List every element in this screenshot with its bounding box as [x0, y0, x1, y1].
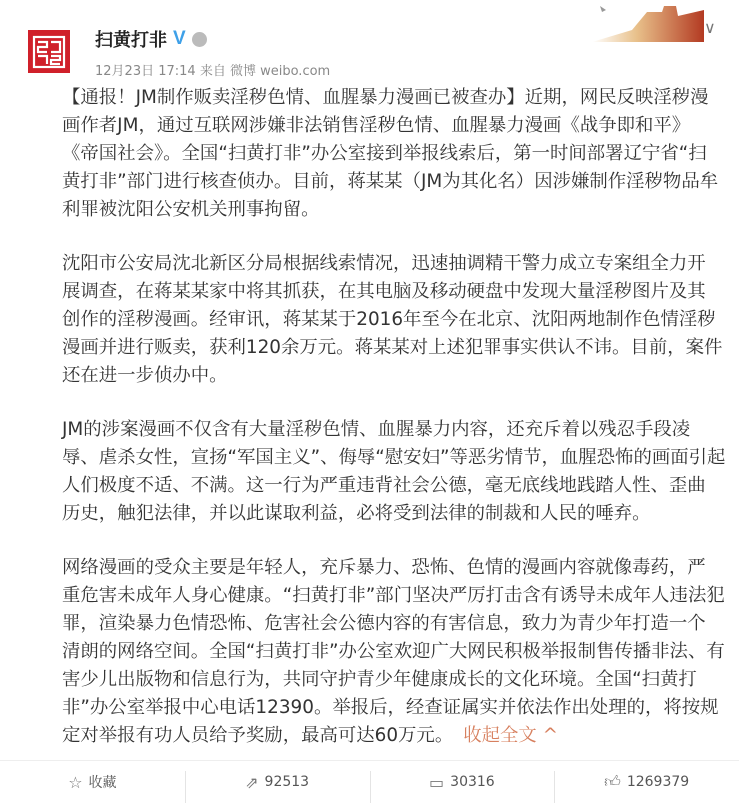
favorite-button[interactable]	[0, 761, 185, 803]
text-line: JM的涉案漫画不仅含有大量淫秽色情、血腥暴力内容，还充斥着以残忍手段凌	[62, 419, 691, 440]
text-line: 利罪被沈阳公安机关刑事拘留。	[62, 199, 320, 220]
text-line: 画作者JM，通过互联网涉嫌非法销售淫秽色情、血腥暴力漫画《战争即和平》	[62, 115, 691, 136]
verified-icon: V	[173, 28, 186, 49]
comment-button[interactable]	[370, 761, 555, 803]
post-meta	[95, 60, 330, 79]
paragraph	[62, 84, 738, 224]
paragraph	[62, 250, 738, 390]
badge-icon	[192, 32, 207, 47]
paragraph	[62, 416, 738, 528]
share-icon: ⇗	[245, 772, 259, 792]
post-body	[62, 84, 738, 776]
text-line: 罪，渲染暴力色情恐怖、危害社会公德内容的有害信息，致力为青少年打造一个	[62, 613, 706, 634]
text-line: 《帝国社会》。全国“扫黄打非”办公室接到举报线索后，第一时间部署辽宁省“扫	[62, 143, 707, 164]
text-line: 重危害未成年人身心健康。“扫黄打非”部门坚决严厉打击含有诱导未成年人违法犯	[62, 585, 725, 606]
repost-button[interactable]	[185, 761, 370, 803]
collapse-link[interactable]: 收起全文 ^	[463, 725, 559, 746]
comment-icon: ▭	[429, 772, 445, 792]
thumbs-up-icon: 👍︎	[604, 772, 621, 791]
text-line: 黄打非”部门进行核查侦办。目前，蒋某某（JM为其化名）因涉嫌制作淫秽物品牟	[62, 171, 719, 192]
text-line	[62, 722, 738, 750]
star-icon: ☆	[68, 772, 83, 792]
text-line: 非”办公室举报中心电话12390。举报后，经查证属实并依法作出处理的，将按规	[62, 697, 719, 718]
like-count: 1269379	[626, 774, 690, 790]
text-line: 历史，触犯法律，并以此谋取利益，必将受到法律的制裁和人民的唾弃。	[62, 503, 651, 524]
chevron-down-icon[interactable]: ∨	[704, 18, 716, 37]
seal-logo-icon	[32, 35, 66, 69]
timestamp[interactable]: 12月23日 17:14	[95, 64, 196, 79]
text-line: 还在进一步侦办中。	[62, 365, 228, 386]
text-line: 【通报！JM制作贩卖淫秽色情、血腥暴力漫画已被查办】近期，网民反映淫秽漫	[62, 87, 709, 108]
like-button[interactable]	[554, 761, 739, 803]
paragraph	[62, 554, 738, 750]
action-bar	[0, 761, 739, 803]
favorite-label: 收藏	[88, 775, 117, 791]
avatar[interactable]	[28, 30, 70, 73]
text-line: 沈阳市公安局沈北新区分局根据线索情况，迅速抽调精干警力成立专案组全力开	[62, 253, 706, 274]
text-line: 创作的淫秽漫画。经审讯，蒋某某于2016年至今在北京、沈阳两地制作色情淫秽	[62, 309, 716, 330]
text-line: 人们极度不适、不满。这一行为严重违背社会公德，毫无底线地践踏人性、歪曲	[62, 475, 706, 496]
text-line: 网络漫画的受众主要是年轻人，充斥暴力、恐怖、色情的漫画内容就像毒药，严	[62, 557, 706, 578]
text-line: 清朗的网络空间。全国“扫黄打非”办公室欢迎广大网民积极举报制售传播非法、有	[62, 641, 725, 662]
text-line: 漫画并进行贩卖，获利120余万元。蒋某某对上述犯罪事实供认不讳。目前，案件	[62, 337, 723, 358]
author-row	[95, 26, 207, 52]
repost-count: 92513	[264, 774, 310, 790]
text-line: 害少儿出版物和信息行为，共同守护青少年健康成长的文化环境。全国“扫黄打	[62, 669, 697, 690]
comment-count: 30316	[450, 774, 495, 790]
great-wall-banner-icon	[592, 0, 704, 42]
source: 来自 微博 weibo.com	[199, 64, 331, 79]
author-name[interactable]: 扫黄打非	[95, 30, 167, 51]
text-line: 辱、虐杀女性，宣扬“军国主义”、侮辱“慰安妇”等恶劣情节，血腥恐怖的画面引起	[62, 447, 726, 468]
text-line: 展调查，在蒋某某家中将其抓获，在其电脑及移动硬盘中发现大量淫秽图片及其	[62, 281, 706, 302]
text-line-end: 定对举报有功人员给予奖励，最高可达60万元。	[62, 725, 454, 746]
